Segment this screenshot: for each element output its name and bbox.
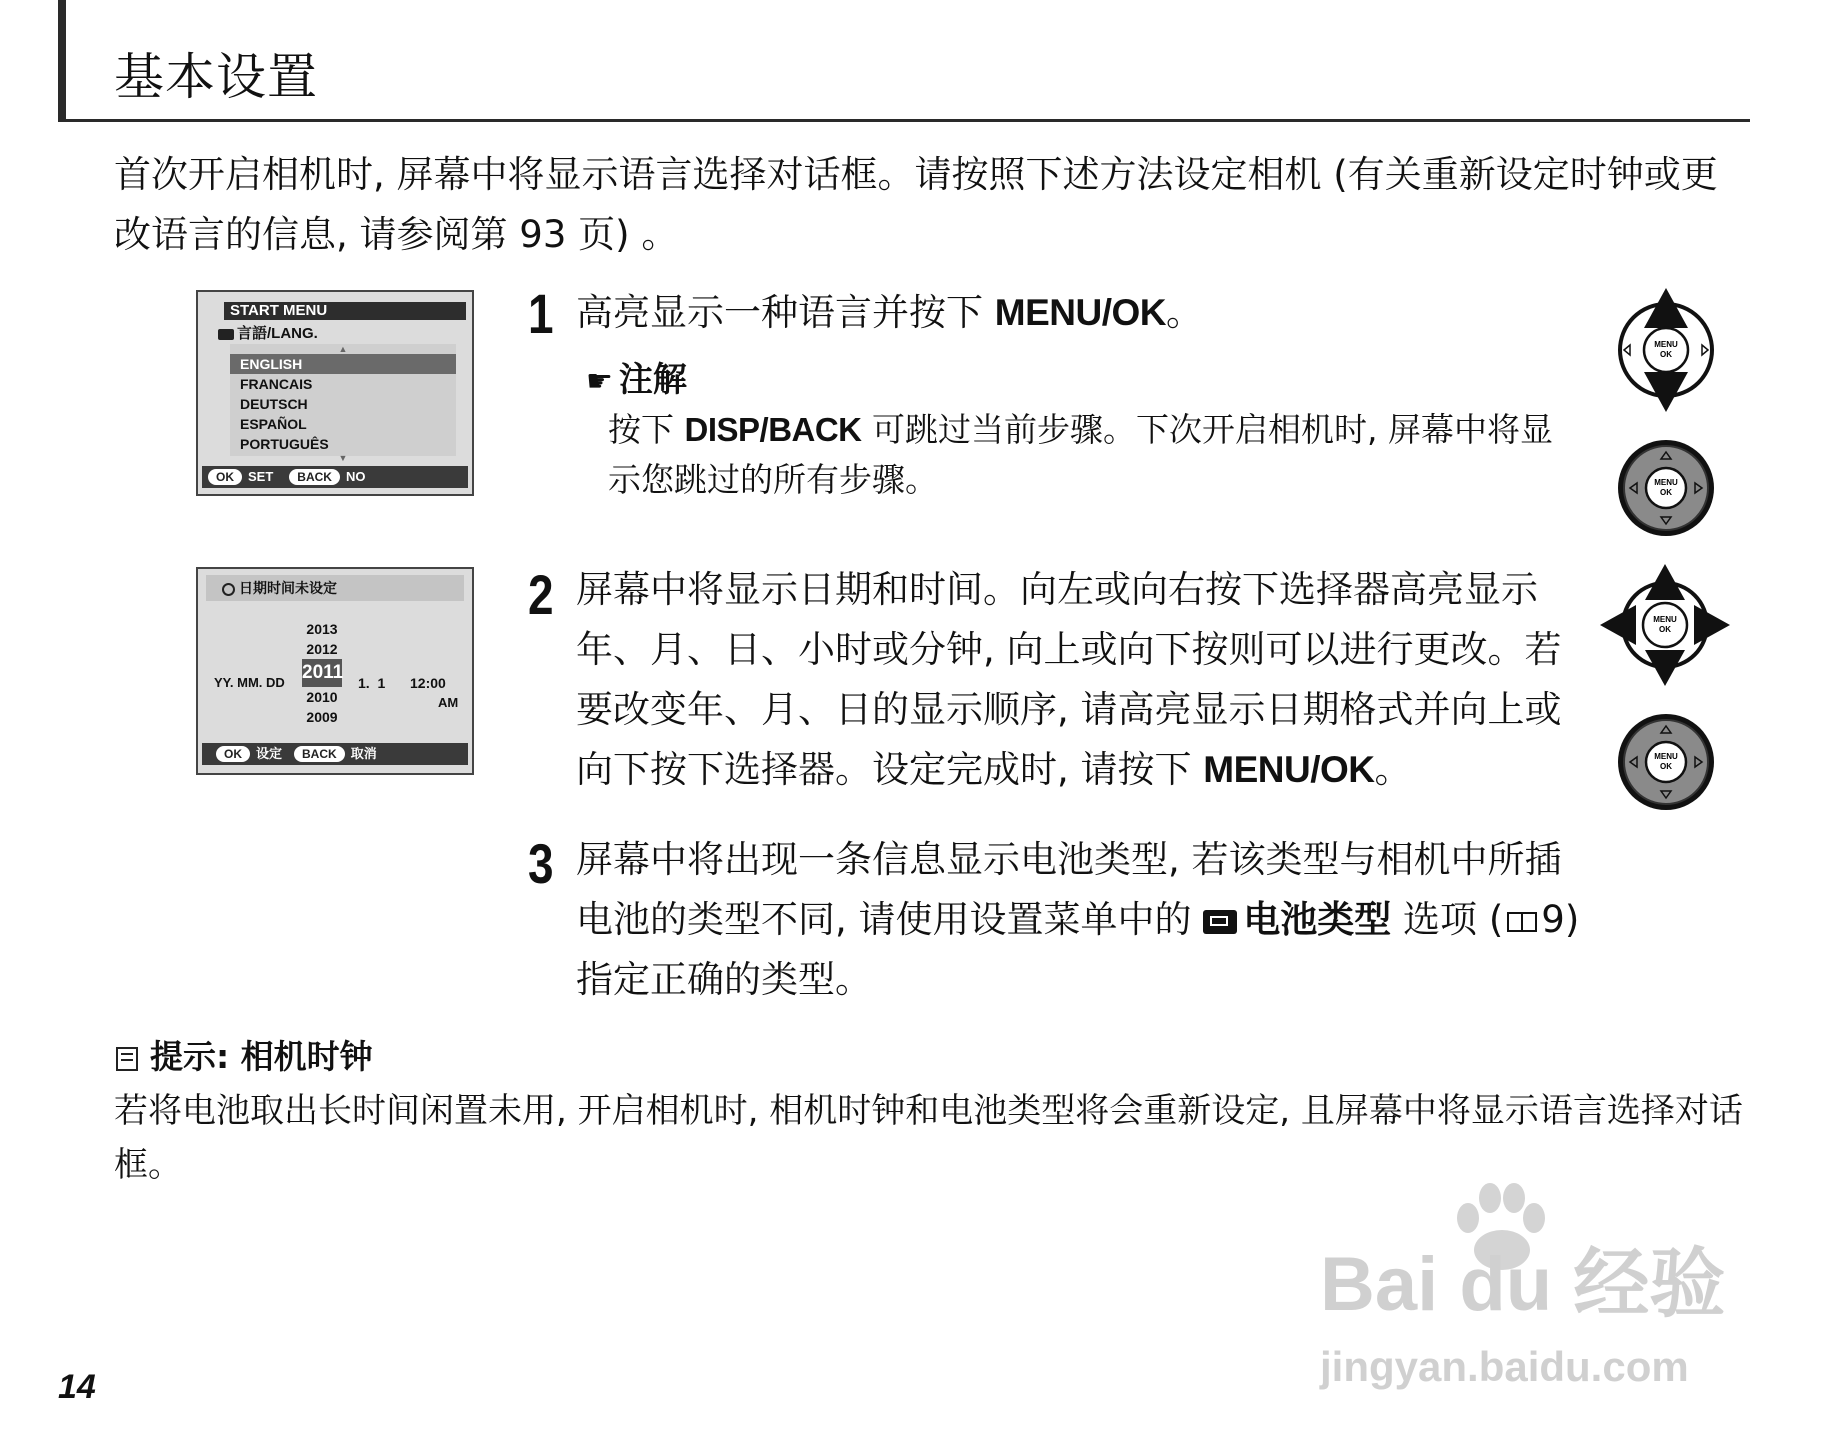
controller-press-icon bbox=[1614, 436, 1718, 540]
controller-menu-label: MENU bbox=[1653, 615, 1677, 624]
controller-ok-label: OK bbox=[1660, 762, 1672, 771]
controller-menu-label: MENU bbox=[1654, 478, 1678, 487]
language-option-espanol[interactable]: ESPAÑOL bbox=[240, 416, 307, 432]
step-3-ref: 9 bbox=[1541, 898, 1565, 941]
pointing-hand-icon: ☛ bbox=[586, 364, 613, 399]
step-1-text-before: 高亮显示一种语言并按下 bbox=[576, 291, 995, 334]
tip-heading: 提示: 相机时钟 bbox=[150, 1037, 373, 1076]
date-time-screen bbox=[196, 567, 474, 775]
watermark-url: jingyan.baidu.com bbox=[1320, 1343, 1689, 1390]
step-1-text-after: 。 bbox=[1166, 291, 1203, 334]
language-list bbox=[230, 344, 456, 463]
controller-press-icon bbox=[1614, 710, 1718, 814]
watermark-brand: Bai du 经验 bbox=[1320, 1242, 1726, 1327]
scroll-down-arrow: ▼ bbox=[338, 453, 348, 463]
battery-menu-icon bbox=[1203, 910, 1237, 934]
language-option-english[interactable]: ENGLISH bbox=[230, 354, 456, 374]
note-keyword: DISP/BACK bbox=[684, 411, 862, 448]
step-3-number: 3 bbox=[528, 832, 554, 895]
year-selected[interactable]: 2011 bbox=[302, 659, 342, 687]
page-number: 14 bbox=[58, 1368, 96, 1406]
start-menu-title-bar bbox=[224, 302, 466, 320]
ok-key: OK bbox=[208, 469, 242, 485]
date-format[interactable]: YY. MM. DD bbox=[214, 675, 285, 690]
note-heading: 注解 bbox=[618, 360, 687, 400]
date-time-header bbox=[206, 575, 464, 601]
note-text-before: 按下 bbox=[608, 410, 685, 449]
language-label: 言語/LANG. bbox=[237, 325, 318, 342]
note-text bbox=[608, 405, 1578, 505]
step-2-text bbox=[576, 560, 1582, 800]
clock-icon bbox=[222, 583, 235, 596]
controller-four-way-icon bbox=[1598, 560, 1732, 690]
tip-memo-icon bbox=[116, 1047, 138, 1071]
step-3-text-end: ) 指定正确的类型。 bbox=[576, 898, 1580, 1001]
year-option: 2012 bbox=[306, 641, 338, 657]
back-label: 取消 bbox=[350, 746, 377, 761]
page-title: 基本设置 bbox=[114, 48, 318, 106]
start-menu-title: START MENU bbox=[230, 302, 328, 319]
header-accent-bar bbox=[58, 0, 66, 122]
time-value[interactable]: 12:00 bbox=[410, 675, 446, 691]
ok-key: OK bbox=[216, 746, 250, 762]
controller-menu-label: MENU bbox=[1654, 340, 1678, 349]
ampm-value: AM bbox=[438, 695, 459, 710]
book-icon bbox=[1507, 912, 1537, 932]
date-time-header-text: 日期时间未设定 bbox=[239, 580, 337, 596]
year-column bbox=[302, 619, 342, 727]
intro-paragraph: 首次开启相机时, 屏幕中将显示语言选择对话框。请按照下述方法设定相机 (有关重新设定时钟或更改语言的信息, 请参阅第 93 页) 。 bbox=[114, 153, 1718, 256]
step-2-text-before: 屏幕中将显示日期和时间。向左或向右按下选择器高亮显示年、月、日、小时或分钟, 向上或向下按则可以进行更改。若要改变年、月、日的显示顺序, 请高亮显示日期格式并向上或向下按下选择器。设定完成时, 请按下 bbox=[576, 568, 1562, 791]
ok-label: 设定 bbox=[256, 746, 283, 761]
tip-heading-row bbox=[116, 1032, 373, 1082]
back-label: NO bbox=[345, 469, 366, 484]
year-option: 2010 bbox=[306, 689, 338, 705]
step-3-keyword: 电池类型 bbox=[1243, 898, 1392, 941]
controller-ok-label: OK bbox=[1659, 625, 1671, 634]
controller-ok-label: OK bbox=[1660, 488, 1672, 497]
language-icon bbox=[218, 329, 234, 340]
year-option: 2009 bbox=[306, 709, 338, 725]
header-rule bbox=[58, 119, 1750, 122]
language-option-portugues[interactable]: PORTUGUÊS bbox=[240, 436, 329, 452]
controller-ok-label: OK bbox=[1660, 350, 1672, 359]
step-1-keyword: MENU/OK bbox=[994, 292, 1166, 333]
step-1-number: 1 bbox=[528, 282, 554, 345]
note-heading-row bbox=[586, 355, 687, 407]
tip-text: 若将电池取出长时间闲置未用, 开启相机时, 相机时钟和电池类型将会重新设定, 且屏幕中将显示语言选择对话框。 bbox=[114, 1091, 1743, 1185]
scroll-up-arrow: ▲ bbox=[338, 344, 348, 354]
language-option-francais[interactable]: FRANCAIS bbox=[240, 376, 313, 392]
language-label-row bbox=[218, 322, 318, 343]
step-3-text-before: 屏幕中将出现一条信息显示电池类型, 若该类型与相机中所插电池的类型不同, 请使用设置菜单中的 bbox=[576, 838, 1562, 941]
step-2-keyword: MENU/OK bbox=[1203, 749, 1375, 790]
year-option: 2013 bbox=[306, 621, 338, 637]
step-1-text bbox=[576, 283, 1576, 343]
step-2-text-after: 。 bbox=[1374, 748, 1412, 791]
month-day[interactable]: 1. 1 bbox=[358, 675, 386, 691]
start-menu-screen bbox=[196, 290, 474, 496]
controller-up-down-icon bbox=[1614, 284, 1718, 414]
ok-label: SET bbox=[248, 469, 274, 484]
step-3-text bbox=[576, 830, 1582, 1010]
language-option-deutsch[interactable]: DEUTSCH bbox=[240, 396, 308, 412]
step-3-text-after: 选项 ( bbox=[1391, 898, 1504, 941]
note-text-after: 可跳过当前步骤。下次开启相机时, 屏幕中将显示您跳过的所有步骤。 bbox=[608, 410, 1554, 499]
back-key: BACK bbox=[289, 469, 340, 485]
start-menu-footer bbox=[202, 466, 468, 488]
controller-menu-label: MENU bbox=[1654, 752, 1678, 761]
date-time-footer bbox=[202, 743, 468, 765]
back-key: BACK bbox=[294, 746, 345, 762]
step-2-number: 2 bbox=[528, 563, 554, 626]
